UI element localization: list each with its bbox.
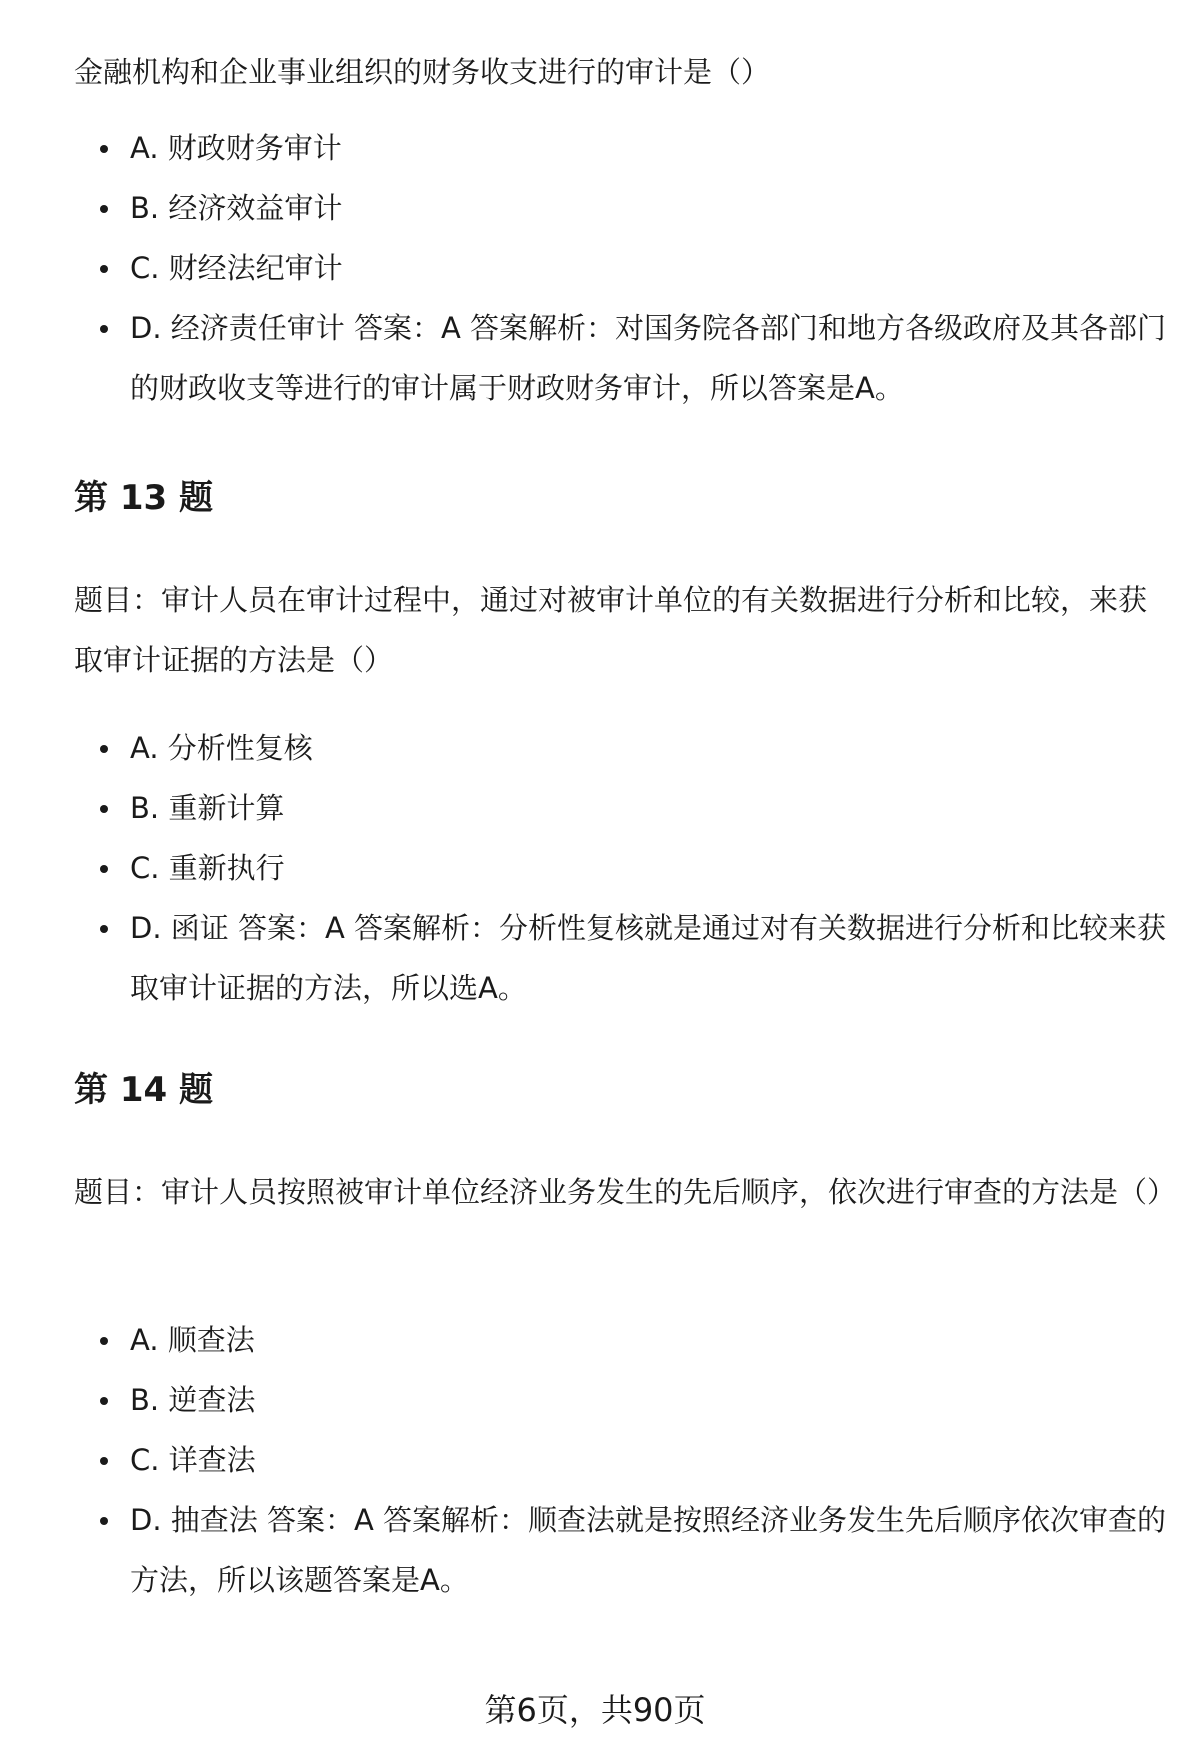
question-12-options xyxy=(74,118,1174,418)
option-d-with-answer: D. 抽查法 答案：A 答案解析：顺查法就是按照经济业务发生先后顺序依次审查的方法，所以该题答案是A。 xyxy=(130,1490,1174,1610)
option-d-with-answer: D. 经济责任审计 答案：A 答案解析：对国务院各部门和地方各级政府及其各部门的财政收支等进行的审计属于财政财务审计，所以答案是A。 xyxy=(130,298,1174,418)
question-14-stem: 题目：审计人员按照被审计单位经济业务发生的先后顺序，依次进行审查的方法是（） xyxy=(74,1175,1177,1209)
question-13-stem: 题目：审计人员在审计过程中，通过对被审计单位的有关数据进行分析和比较，来获取审计证据的方法是（） xyxy=(74,583,1148,677)
question-13-options xyxy=(74,718,1174,1018)
option-c: C. 详查法 xyxy=(130,1430,1174,1490)
option-b: B. 逆查法 xyxy=(130,1370,1174,1430)
option-a: A. 分析性复核 xyxy=(130,718,1174,778)
option-c: C. 重新执行 xyxy=(130,838,1174,898)
question-14-heading: 第 14 题 xyxy=(74,1070,213,1110)
option-a: A. 财政财务审计 xyxy=(130,118,1174,178)
option-d-with-answer: D. 函证 答案：A 答案解析：分析性复核就是通过对有关数据进行分析和比较来获取审计证据的方法，所以选A。 xyxy=(130,898,1174,1018)
question-14-options xyxy=(74,1310,1174,1610)
option-c: C. 财经法纪审计 xyxy=(130,238,1174,298)
question-13-heading: 第 13 题 xyxy=(74,478,213,518)
option-b: B. 经济效益审计 xyxy=(130,178,1174,238)
question-12-stem: 金融机构和企业事业组织的财务收支进行的审计是（） xyxy=(74,55,771,89)
page-number: 第6页，共90页 xyxy=(484,1691,706,1729)
option-a: A. 顺查法 xyxy=(130,1310,1174,1370)
option-b: B. 重新计算 xyxy=(130,778,1174,838)
